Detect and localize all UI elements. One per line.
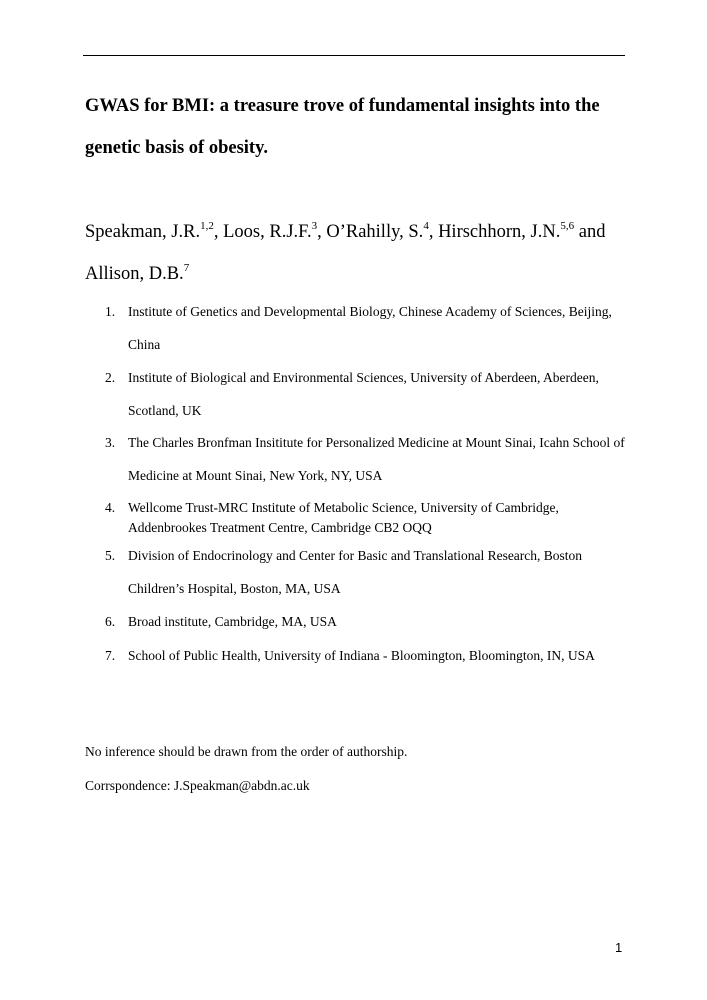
affiliation-text: Institute of Genetics and Developmental Biology, Chinese Academy of Sciences, Beijing, China xyxy=(128,304,612,352)
affiliation-item xyxy=(105,498,625,538)
affiliation-number: 4. xyxy=(105,500,116,515)
author-list: Speakman, J.R.$^{1,2}$, Loos, R.J.F.$^3$, O’Rahilly, S.$^4$, Hirschhorn, J.N.$^{5,6}$ and Allison, D.B.$^7$ xyxy=(85,219,606,284)
author-affiliation-ref: 7 xyxy=(183,261,190,274)
author-name: Speakman, J.R. xyxy=(85,222,201,242)
affiliation-number: 1. xyxy=(105,304,116,319)
affiliation-item xyxy=(105,539,625,605)
affiliation-item xyxy=(105,361,625,427)
correspondence-line: Corrspondence: J.Speakman@abdn.ac.uk xyxy=(85,778,310,793)
affiliation-text: Broad institute, Cambridge, MA, USA xyxy=(128,614,337,629)
author-affiliation-ref: 3 xyxy=(311,219,318,232)
author-name: O’Rahilly, S. xyxy=(326,222,424,242)
affiliation-number: 3. xyxy=(105,435,116,450)
page-number: 1 xyxy=(615,940,623,955)
paper-title: GWAS for BMI: a treasure trove of fundamental insights into the genetic basis of obesity. xyxy=(85,96,600,158)
affiliation-text: Division of Endocrinology and Center for Basic and Translational Research, Boston Children’s Hospital, Boston, MA, USA xyxy=(128,548,583,596)
author-name: Loos, R.J.F. xyxy=(223,222,312,242)
affiliation-text: The Charles Bronfman Insititute for Personalized Medicine at Mount Sinai, Icahn School of Medicine at Mount Sinai, New York, NY, USA xyxy=(128,435,625,483)
author-name: Hirschhorn, J.N. xyxy=(438,222,561,242)
affiliation-number: 2. xyxy=(105,370,116,385)
authorship-note: No inference should be drawn from the order of authorship. xyxy=(85,744,408,759)
affiliation-number: 5. xyxy=(105,548,116,563)
affiliation-item xyxy=(105,639,625,672)
affiliation-number: 6. xyxy=(105,614,116,629)
affiliation-item xyxy=(105,426,625,492)
affiliation-text: Wellcome Trust-MRC Institute of Metabolic Science, University of Cambridge, Addenbrookes Treatment Centre, Cambridge CB2 OQQ xyxy=(128,500,559,535)
affiliation-item xyxy=(105,605,625,638)
author-affiliation-ref: 1,2 xyxy=(200,219,214,232)
affiliation-number: 7. xyxy=(105,648,116,663)
author-name: and Allison, D.B. xyxy=(85,222,606,284)
affiliation-item xyxy=(105,295,625,361)
header-rule xyxy=(83,55,625,56)
affiliation-text: School of Public Health, University of Indiana - Bloomington, Bloomington, IN, USA xyxy=(128,648,595,663)
affiliation-text: Institute of Biological and Environmental Sciences, University of Aberdeen, Aberdeen, Scotland, UK xyxy=(128,370,599,418)
author-affiliation-ref: 4 xyxy=(423,219,429,232)
author-affiliation-ref: 5,6 xyxy=(560,219,575,232)
